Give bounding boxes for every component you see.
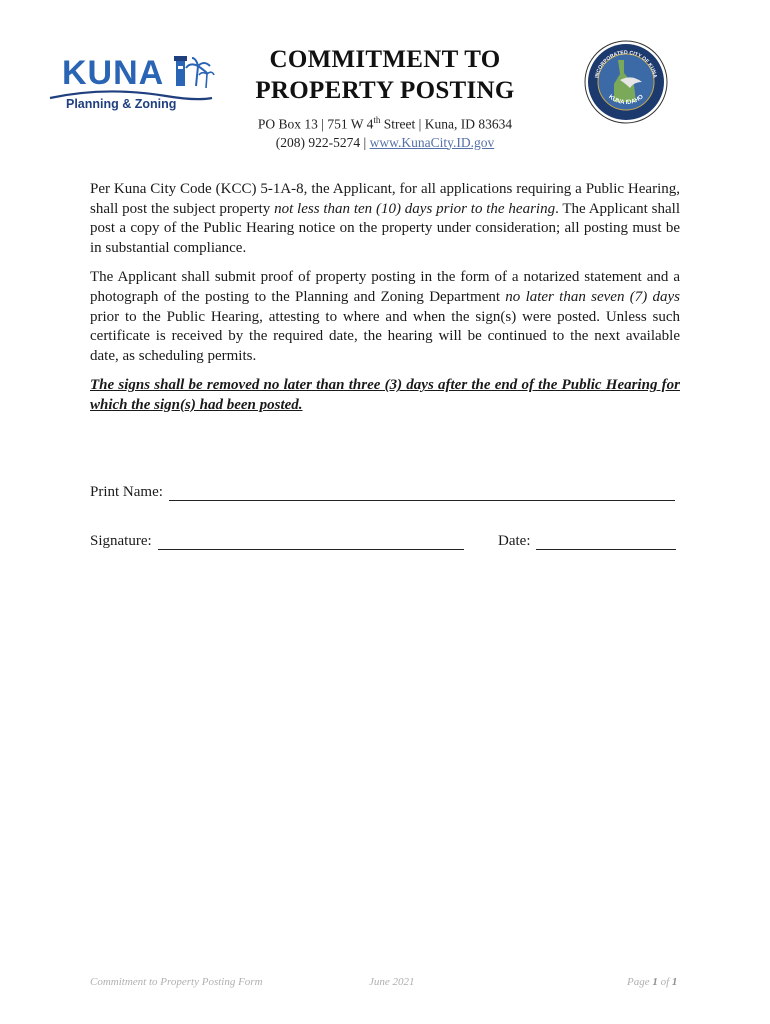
svg-text:INCORPORATED CITY OF KUNA: INCORPORATED CITY OF KUNA bbox=[594, 49, 658, 79]
contact-address bbox=[200, 111, 570, 152]
footer-date: June 2021 bbox=[369, 976, 415, 988]
phone-website-line bbox=[200, 134, 570, 152]
footer-page-number: Page 1 of 1 bbox=[627, 976, 678, 988]
document-body bbox=[90, 180, 680, 426]
print-name-row bbox=[90, 484, 675, 501]
signature-field[interactable] bbox=[158, 533, 464, 550]
svg-text:KUNA: KUNA bbox=[62, 54, 165, 92]
website-link[interactable]: www.KunaCity.ID.gov bbox=[369, 134, 495, 150]
address-line: PO Box 13 | 751 W 4th Street | Kuna, ID 83634 bbox=[257, 115, 513, 132]
svg-text:Planning & Zoning: Planning & Zoning bbox=[66, 97, 177, 111]
city-of-kuna-seal bbox=[584, 40, 668, 124]
sign-removal-notice: The signs shall be removed no later than three (3) days after the end of the Public Hearing for which the sign(s) had been posted. bbox=[90, 377, 680, 413]
kuna-logo-graphic bbox=[46, 44, 216, 114]
phone-number: (208) 922-5274 | bbox=[275, 134, 370, 150]
date-label: Date: bbox=[498, 533, 531, 549]
signature-row bbox=[90, 533, 464, 550]
svg-text:KUNA IDAHO: KUNA IDAHO bbox=[607, 94, 645, 107]
date-row bbox=[498, 533, 676, 550]
seal-graphic bbox=[584, 40, 668, 124]
print-name-field[interactable] bbox=[169, 484, 675, 501]
paragraph-posting-requirement: Per Kuna City Code (KCC) 5-1A-8, the Applicant, for all applications requiring a Public Hearing, shall post the subject property not less than ten (10) days prior to the hearing. The Applicant shall post a copy of the Public Hearing notice on the property under consideration; all posting must be in substantial compliance. bbox=[90, 181, 680, 256]
kuna-planning-zoning-logo bbox=[46, 44, 216, 114]
footer-form-name: Commitment to Property Posting Form bbox=[90, 976, 263, 988]
print-name-label: Print Name: bbox=[90, 484, 163, 500]
paragraph-proof-of-posting: The Applicant shall submit proof of property posting in the form of a notarized statement and a photograph of the posting to the Planning and Zoning Department no later than seven (7) days prior to the Public Hearing, attesting to where and when the sign(s) were posted. Unless such certificate is received by the required date, the hearing will be continued to the next available date, as scheduling permits. bbox=[90, 269, 680, 364]
date-field[interactable] bbox=[536, 533, 676, 550]
title-line-1: COMMITMENT TO bbox=[269, 46, 501, 73]
title-line-2: PROPERTY POSTING bbox=[255, 77, 515, 104]
document-title bbox=[220, 44, 550, 106]
signature-label: Signature: bbox=[90, 533, 152, 549]
